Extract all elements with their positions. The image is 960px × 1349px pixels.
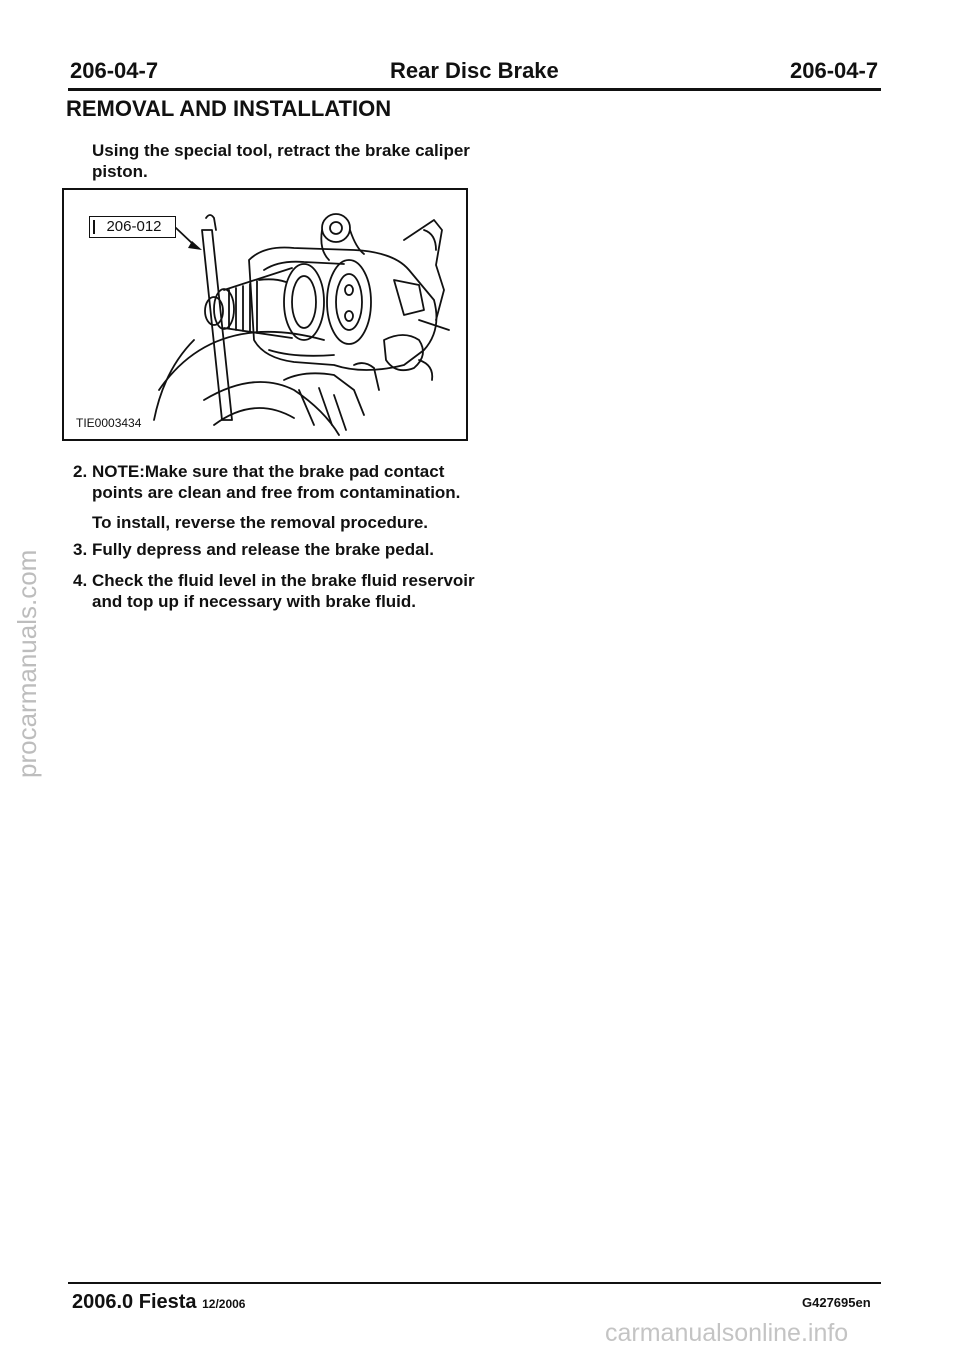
step-3 — [73, 539, 492, 560]
step-4 — [73, 570, 492, 612]
step-number: 4. — [73, 571, 88, 590]
step-number: 3. — [73, 540, 88, 559]
step-text: NOTE:Make sure that the brake pad contact points are clean and free from contamination. — [92, 462, 461, 502]
figure-caliper-piston-tool — [62, 188, 468, 441]
header-page-number-left: 206-04-7 — [70, 58, 159, 83]
disc-arc-outer — [159, 332, 324, 390]
header-rule — [68, 88, 881, 91]
step-2 — [73, 461, 492, 503]
step-text: To install, reverse the removal procedure. — [92, 513, 429, 532]
step-text: Fully depress and release the brake pedal. — [92, 540, 435, 559]
intro-text: Using the special tool, retract the brake caliper piston. — [92, 141, 470, 181]
footer-model — [72, 1290, 245, 1316]
step-install-note — [92, 512, 492, 533]
figure-id: TIE0003434 — [76, 416, 142, 430]
step-number: 2. — [73, 462, 88, 481]
header-title: Rear Disc Brake — [390, 58, 559, 83]
step-text: Check the fluid level in the brake fluid reservoir and top up if necessary with brake fluid. — [92, 571, 475, 611]
header-page-number-right: 206-04-7 — [790, 58, 879, 83]
footer-date: 12/2006 — [202, 1297, 246, 1311]
watermark-bottom: carmanualsonline.info — [605, 1319, 849, 1347]
footer-rule — [68, 1282, 881, 1284]
footer-document-code: G427695en — [802, 1295, 871, 1310]
section-title: REMOVAL AND INSTALLATION — [66, 96, 392, 121]
tool-code-label: 206-012 — [89, 216, 176, 238]
watermark-side: procarmanuals.com — [12, 549, 42, 778]
footer-model-name: 2006.0 Fiesta — [72, 1291, 197, 1313]
